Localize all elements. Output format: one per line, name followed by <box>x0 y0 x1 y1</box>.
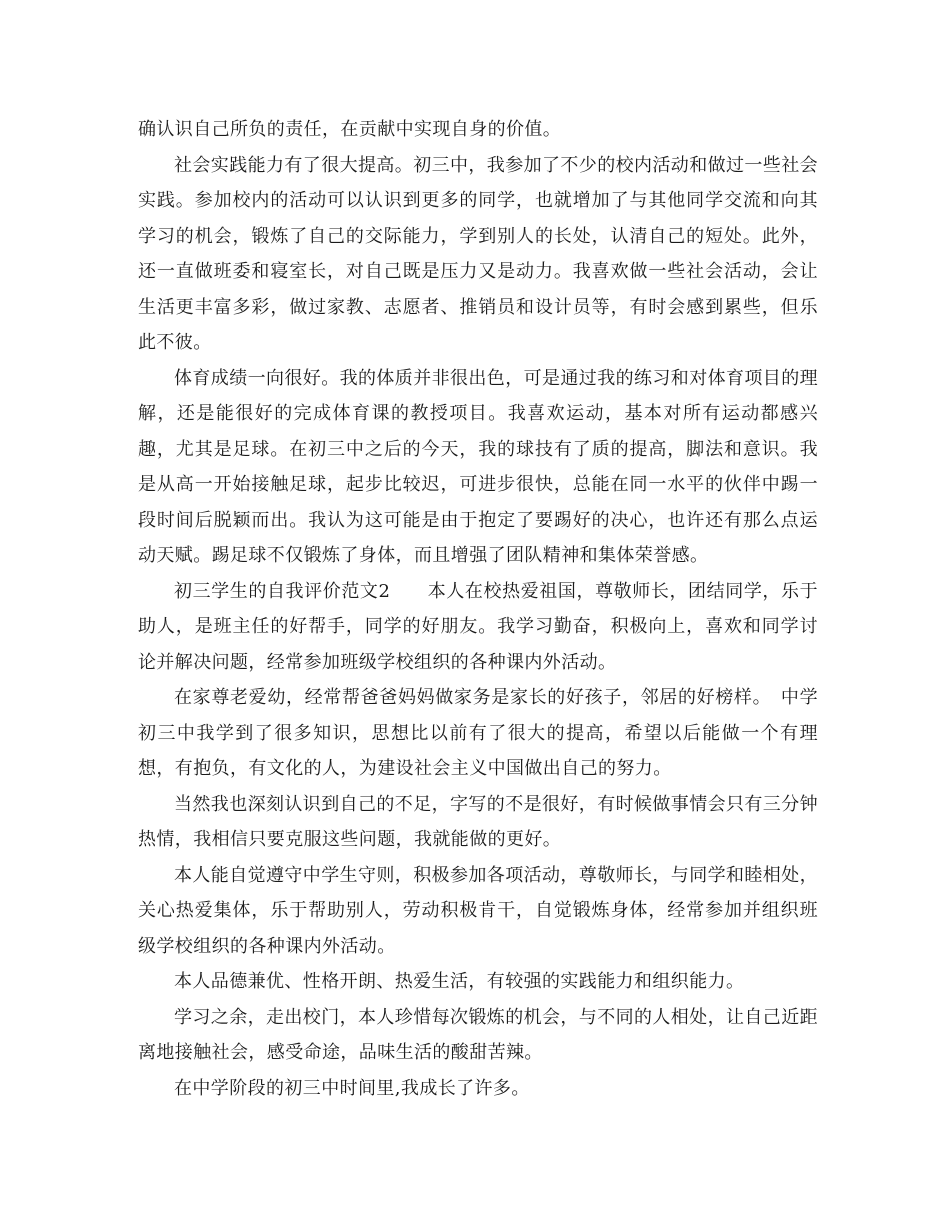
paragraph-8: 本人品德兼优、性格开朗、热爱生活，有较强的实践能力和组织能力。 <box>174 971 745 992</box>
paragraph-9: 学习之余，走出校门，本人珍惜每次锻炼的机会，与不同的人相处，让自己近距离地接触社会，感受命途，品味生活的酸甜苦辣。 <box>138 1006 818 1063</box>
paragraph-2: 社会实践能力有了很大提高。初三中，我参加了不少的校内活动和做过一些社会实践。参加校内的活动可以认识到更多的同学，也就增加了与其他同学交流和向其学习的机会，锻炼了自己的交际能力，学到别人的长处，认清自己的短处。此外，还一直做班委和寝室长，对自己既是压力又是动力。我喜欢做一些社会活动，会让生活更丰富多彩，做过家教、志愿者、推销员和设计员等，有时会感到累些，但乐此不彼。 <box>138 154 818 353</box>
document-body <box>138 112 818 1106</box>
paragraph-7: 本人能自觉遵守中学生守则，积极参加各项活动，尊敬师长，与同学和睦相处，关心热爱集体，乐于帮助别人，劳动积极肯干，自觉锻炼身体，经常参加并组织班级学校组织的各种课内外活动。 <box>138 864 818 957</box>
paragraph-10: 在中学阶段的初三中时间里,我成长了许多。 <box>174 1077 530 1099</box>
paragraph-4: 初三学生的自我评价范文2 本人在校热爱祖国，尊敬师长，团结同学，乐于助人，是班主任的好帮手，同学的好朋友。我学习勤奋，积极向上，喜欢和同学讨论并解决问题，经常参加班级学校组织的各种课内外活动。 <box>138 580 818 673</box>
paragraph-1: 确认识自己所负的责任，在贡献中实现自身的价值。 <box>138 119 562 140</box>
paragraph-5: 在家尊老爱幼，经常帮爸爸妈妈做家务是家长的好孩子，邻居的好榜样。 中学初三中我学到了很多知识，思想比以前有了很大的提高，希望以后能做一个有理想，有抱负，有文化的人，为建设社会主义中国做出自己的努力。 <box>138 687 818 779</box>
paragraph-3: 体育成绩一向很好。我的体质并非很出色，可是通过我的练习和对体育项目的理解，还是能很好的完成体育课的教授项目。我喜欢运动，基本对所有运动都感兴趣，尤其是足球。在初三中之后的今天，我的球技有了质的提高，脚法和意识。我是从高一开始接触足球，起步比较迟，可进步很快，总能在同一水平的伙伴中踢一段时间后脱颖而出。我认为这可能是由于抱定了要踢好的决心，也许还有那么点运动天赋。踢足球不仅锻炼了身体，而且增强了团队精神和集体荣誉感。 <box>138 367 818 566</box>
paragraph-6: 当然我也深刻认识到自己的不足，字写的不是很好，有时候做事情会只有三分钟热情，我相信只要克服这些问题，我就能做的更好。 <box>138 793 818 850</box>
